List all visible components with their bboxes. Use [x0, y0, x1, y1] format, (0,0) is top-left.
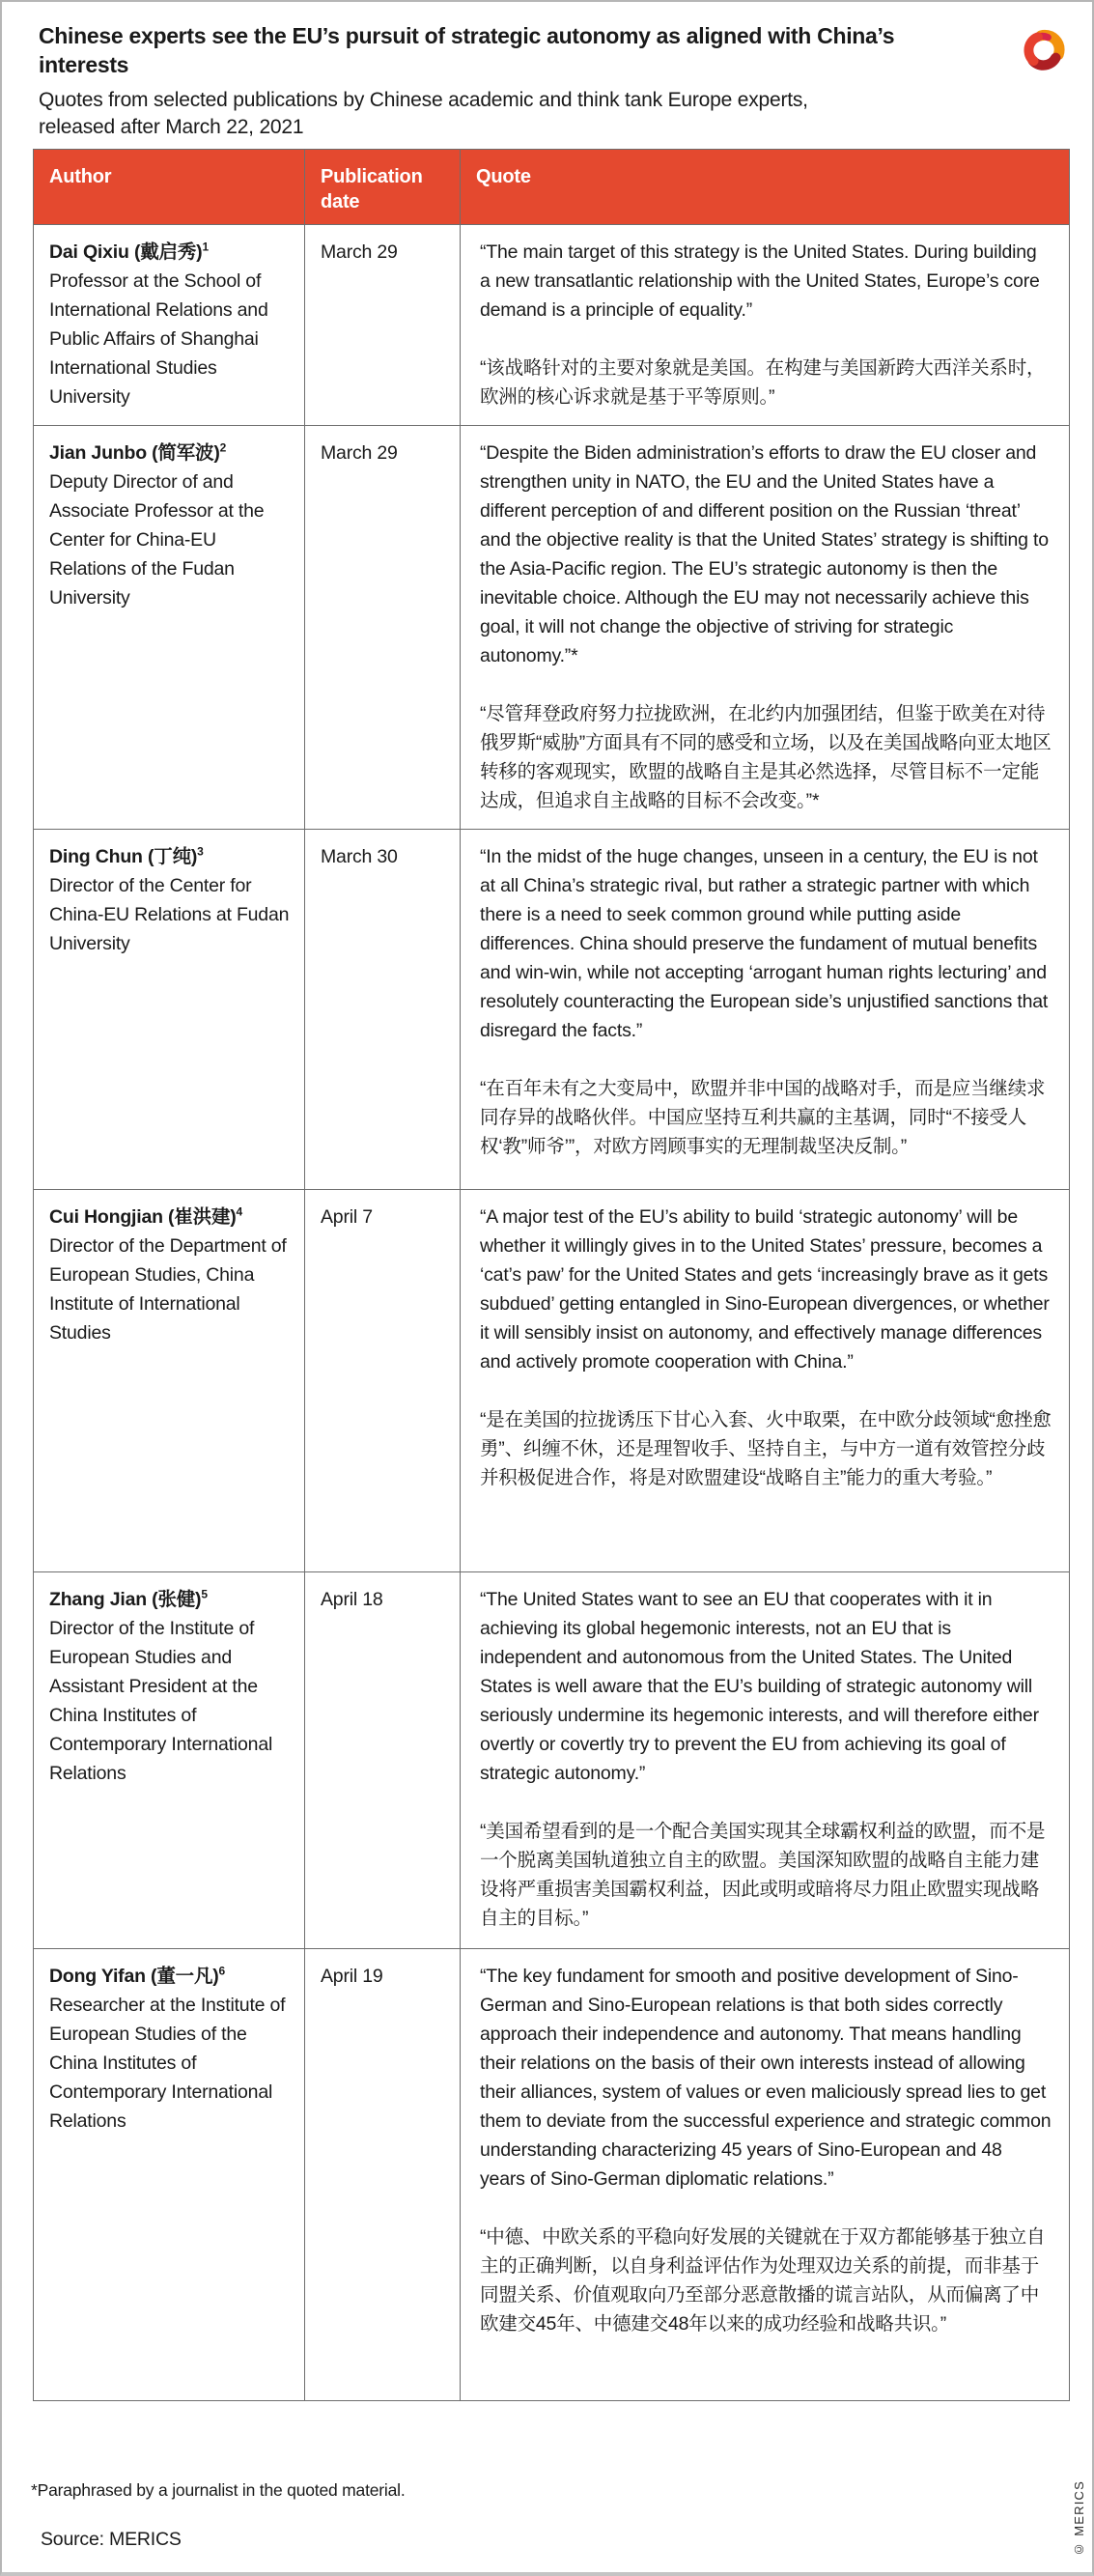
publication-date-cell: April 7	[305, 1190, 461, 1572]
publication-date-cell: March 29	[305, 225, 461, 426]
page-title: Chinese experts see the EU’s pursuit of strategic autonomy as aligned with China’s interests	[39, 23, 895, 77]
publication-date-cell: March 30	[305, 830, 461, 1190]
author-name: Jian Junbo (简军波)$^2$	[49, 440, 227, 464]
quote-cell	[461, 1949, 1070, 2401]
author-name: Dong Yifan (董一凡)$^6$	[49, 1964, 226, 1987]
page-subtitle	[39, 87, 967, 141]
column-header-quote: Quote	[461, 150, 1070, 225]
footnote-marker: 6	[218, 1964, 226, 1978]
author-name: Dai Qixiu (戴启秀)$^1$	[49, 240, 209, 263]
author-role: Professor at the School of International Relations and Public Affairs of Shanghai International Studies University	[49, 270, 268, 408]
author-role: Director of the Institute of European Studies and Assistant President at the China Institutes of Contemporary International Relations	[49, 1618, 273, 1784]
copyright-text: © MERICS	[1072, 2480, 1086, 2557]
author-name: Ding Chun (丁纯)$^3$	[49, 844, 204, 867]
subtitle-line-1: Quotes from selected publications by Chinese academic and think tank Europe experts,	[39, 89, 808, 111]
author-cell	[34, 1949, 305, 2401]
footnote-marker: 3	[197, 844, 204, 859]
table-row	[34, 1190, 1070, 1572]
quote-english: “A major test of the EU’s ability to build ‘strategic autonomy’ will be whether it willingly gives in to the United States’ pressure, becomes a ‘cat’s paw’ for the United States and gets ‘increasingly brave as it gets subdued’ getting entangled in Sino-European divergences, or whether it will sensibly insist on autonomy, and effectively manage differences and actively promote cooperation with China.”	[480, 1206, 1050, 1373]
quotes-table-wrap	[33, 149, 1069, 2401]
quote-chinese: “美国希望看到的是一个配合美国实现其全球霸权利益的欧盟，而不是一个脱离美国轨道独立自主的欧盟。美国深知欧盟的战略自主能力建设将严重损害美国霸权利益，因此或明或暗将尽力阻止欧盟实现战略自主的目标。”	[480, 1821, 1046, 1929]
footnote-marker: 2	[219, 440, 227, 455]
quotes-table	[33, 149, 1070, 2401]
publication-date-cell: April 19	[305, 1949, 461, 2401]
author-role: Deputy Director of and Associate Professor at the Center for China-EU Relations of the Fudan University	[49, 471, 265, 609]
quote-chinese: “在百年未有之大变局中，欧盟并非中国的战略对手，而是应当继续求同存异的战略伙伴。中国应坚持互利共赢的主基调，同时“不接受人权‘教”师爷’”，对欧方罔顾事实的无理制裁坚决反制。”	[480, 1078, 1046, 1157]
table-header-row	[34, 150, 1070, 225]
quote-english: “The United States want to see an EU that cooperates with it in achieving its global hegemonic interests, not an EU that is independent and autonomous from the United States. The United States is well aware that the EU’s building of strategic autonomy will seriously undermine its hegemonic interests, and will therefore either overtly or covertly try to prevent the EU from achieving its goal of strategic autonomy.”	[480, 1589, 1039, 1784]
table-row	[34, 1949, 1070, 2401]
merics-logo-icon	[1019, 23, 1069, 79]
quote-chinese: “尽管拜登政府努力拉拢欧洲，在北约内加强团结，但鉴于欧美在对待俄罗斯“威胁”方面具有不同的感受和立场，以及在美国战略向亚太地区转移的客观现实，欧盟的战略自主是其必然选择，尽管目标不一定能达成，但追求自主战略的目标不会改变。”*	[480, 703, 1052, 811]
quote-chinese: “中德、中欧关系的平稳向好发展的关键就在于双方都能够基于独立自主的正确判断，以自身利益评估作为处理双边关系的前提，而非基于同盟关系、价值观取向乃至部分恶意散播的谎言站队，从而偏离了中欧建交45年、中德建交48年以来的成功经验和战略共识。”	[480, 2226, 1046, 2335]
publication-date-cell: April 18	[305, 1572, 461, 1949]
author-role: Director of the Department of European Studies, China Institute of International Studies	[49, 1235, 287, 1344]
footnote-marker: 1	[202, 240, 209, 254]
footnote-marker: 4	[236, 1204, 243, 1219]
subtitle-line-2: released after March 22, 2021	[39, 116, 304, 138]
quote-chinese: “是在美国的拉拢诱压下甘心入套、火中取栗，在中欧分歧领域“愈挫愈勇”、纠缠不休，还是理智收手、坚持自主，与中方一道有效管控分歧并积极促进合作，将是对欧盟建设“战略自主”能力的重大考验。”	[480, 1409, 1052, 1488]
author-cell	[34, 426, 305, 830]
publication-date-cell: March 29	[305, 426, 461, 830]
header	[39, 21, 967, 141]
quote-cell	[461, 426, 1070, 830]
table-row	[34, 830, 1070, 1190]
author-cell	[34, 830, 305, 1190]
author-name: Zhang Jian (张健)$^5$	[49, 1587, 208, 1610]
quote-english: “The main target of this strategy is the United States. During building a new transatlantic relationship with the United States, Europe’s core demand is a principle of equality.”	[480, 241, 1040, 321]
quote-english: “The key fundament for smooth and positive development of Sino-German and Sino-European relations is that both sides correctly approach their independence and autonomy. That means handling their relations on the basis of their own interests instead of allowing their alliances, system of values or even maliciously spread lies to get them to deviate from the successful experience and strategic common understanding characterizing 45 years of Sino-European and 48 years of Sino-German diplomatic relations.”	[480, 1966, 1052, 2190]
quote-english: “Despite the Biden administration’s efforts to draw the EU closer and strengthen unity in NATO, the EU and the United States have a different perception of and different position on the Russian ‘threat’ and the objective reality is that the United States’ strategy is shifting to the Asia-Pacific region. The EU’s strategic autonomy is then the inevitable choice. Although the EU may not necessarily achieve this goal, it will not change the objective of striving for strategic autonomy.”*	[480, 442, 1049, 666]
table-row	[34, 426, 1070, 830]
author-role: Director of the Center for China-EU Relations at Fudan University	[49, 875, 290, 954]
quote-english: “In the midst of the huge changes, unseen in a century, the EU is not at all China’s strategic rival, but rather a strategic partner with which there is a need to seek common ground while putting aside differences. China should preserve the fundament of mutual benefits and win-win, while not accepting ‘arrogant human rights lecturing’ and resolutely counteracting the European side’s unjustified sanctions that disregard the facts.”	[480, 846, 1049, 1041]
author-name: Cui Hongjian (崔洪建)$^4$	[49, 1204, 243, 1228]
table-header	[34, 150, 1070, 225]
quote-cell	[461, 1572, 1070, 1949]
quote-cell	[461, 830, 1070, 1190]
quotes-table-body	[34, 225, 1070, 2401]
footnote-marker: 5	[201, 1587, 208, 1601]
source-text: Source: MERICS	[41, 2529, 182, 2550]
author-cell	[34, 1190, 305, 1572]
table-row	[34, 1572, 1070, 1949]
quote-chinese: “该战略针对的主要对象就是美国。在构建与美国新跨大西洋关系时，欧洲的核心诉求就是基于平等原则。”	[480, 357, 1046, 408]
author-cell	[34, 225, 305, 426]
author-cell	[34, 1572, 305, 1949]
table-row	[34, 225, 1070, 426]
footnote-text: *Paraphrased by a journalist in the quoted material.	[31, 2480, 406, 2500]
author-role: Researcher at the Institute of European Studies of the China Institutes of Contemporary International Relations	[49, 1995, 286, 2132]
column-header-publication-date: Publication date	[305, 150, 461, 225]
quote-cell	[461, 1190, 1070, 1572]
quote-cell	[461, 225, 1070, 426]
column-header-author: Author	[34, 150, 305, 225]
